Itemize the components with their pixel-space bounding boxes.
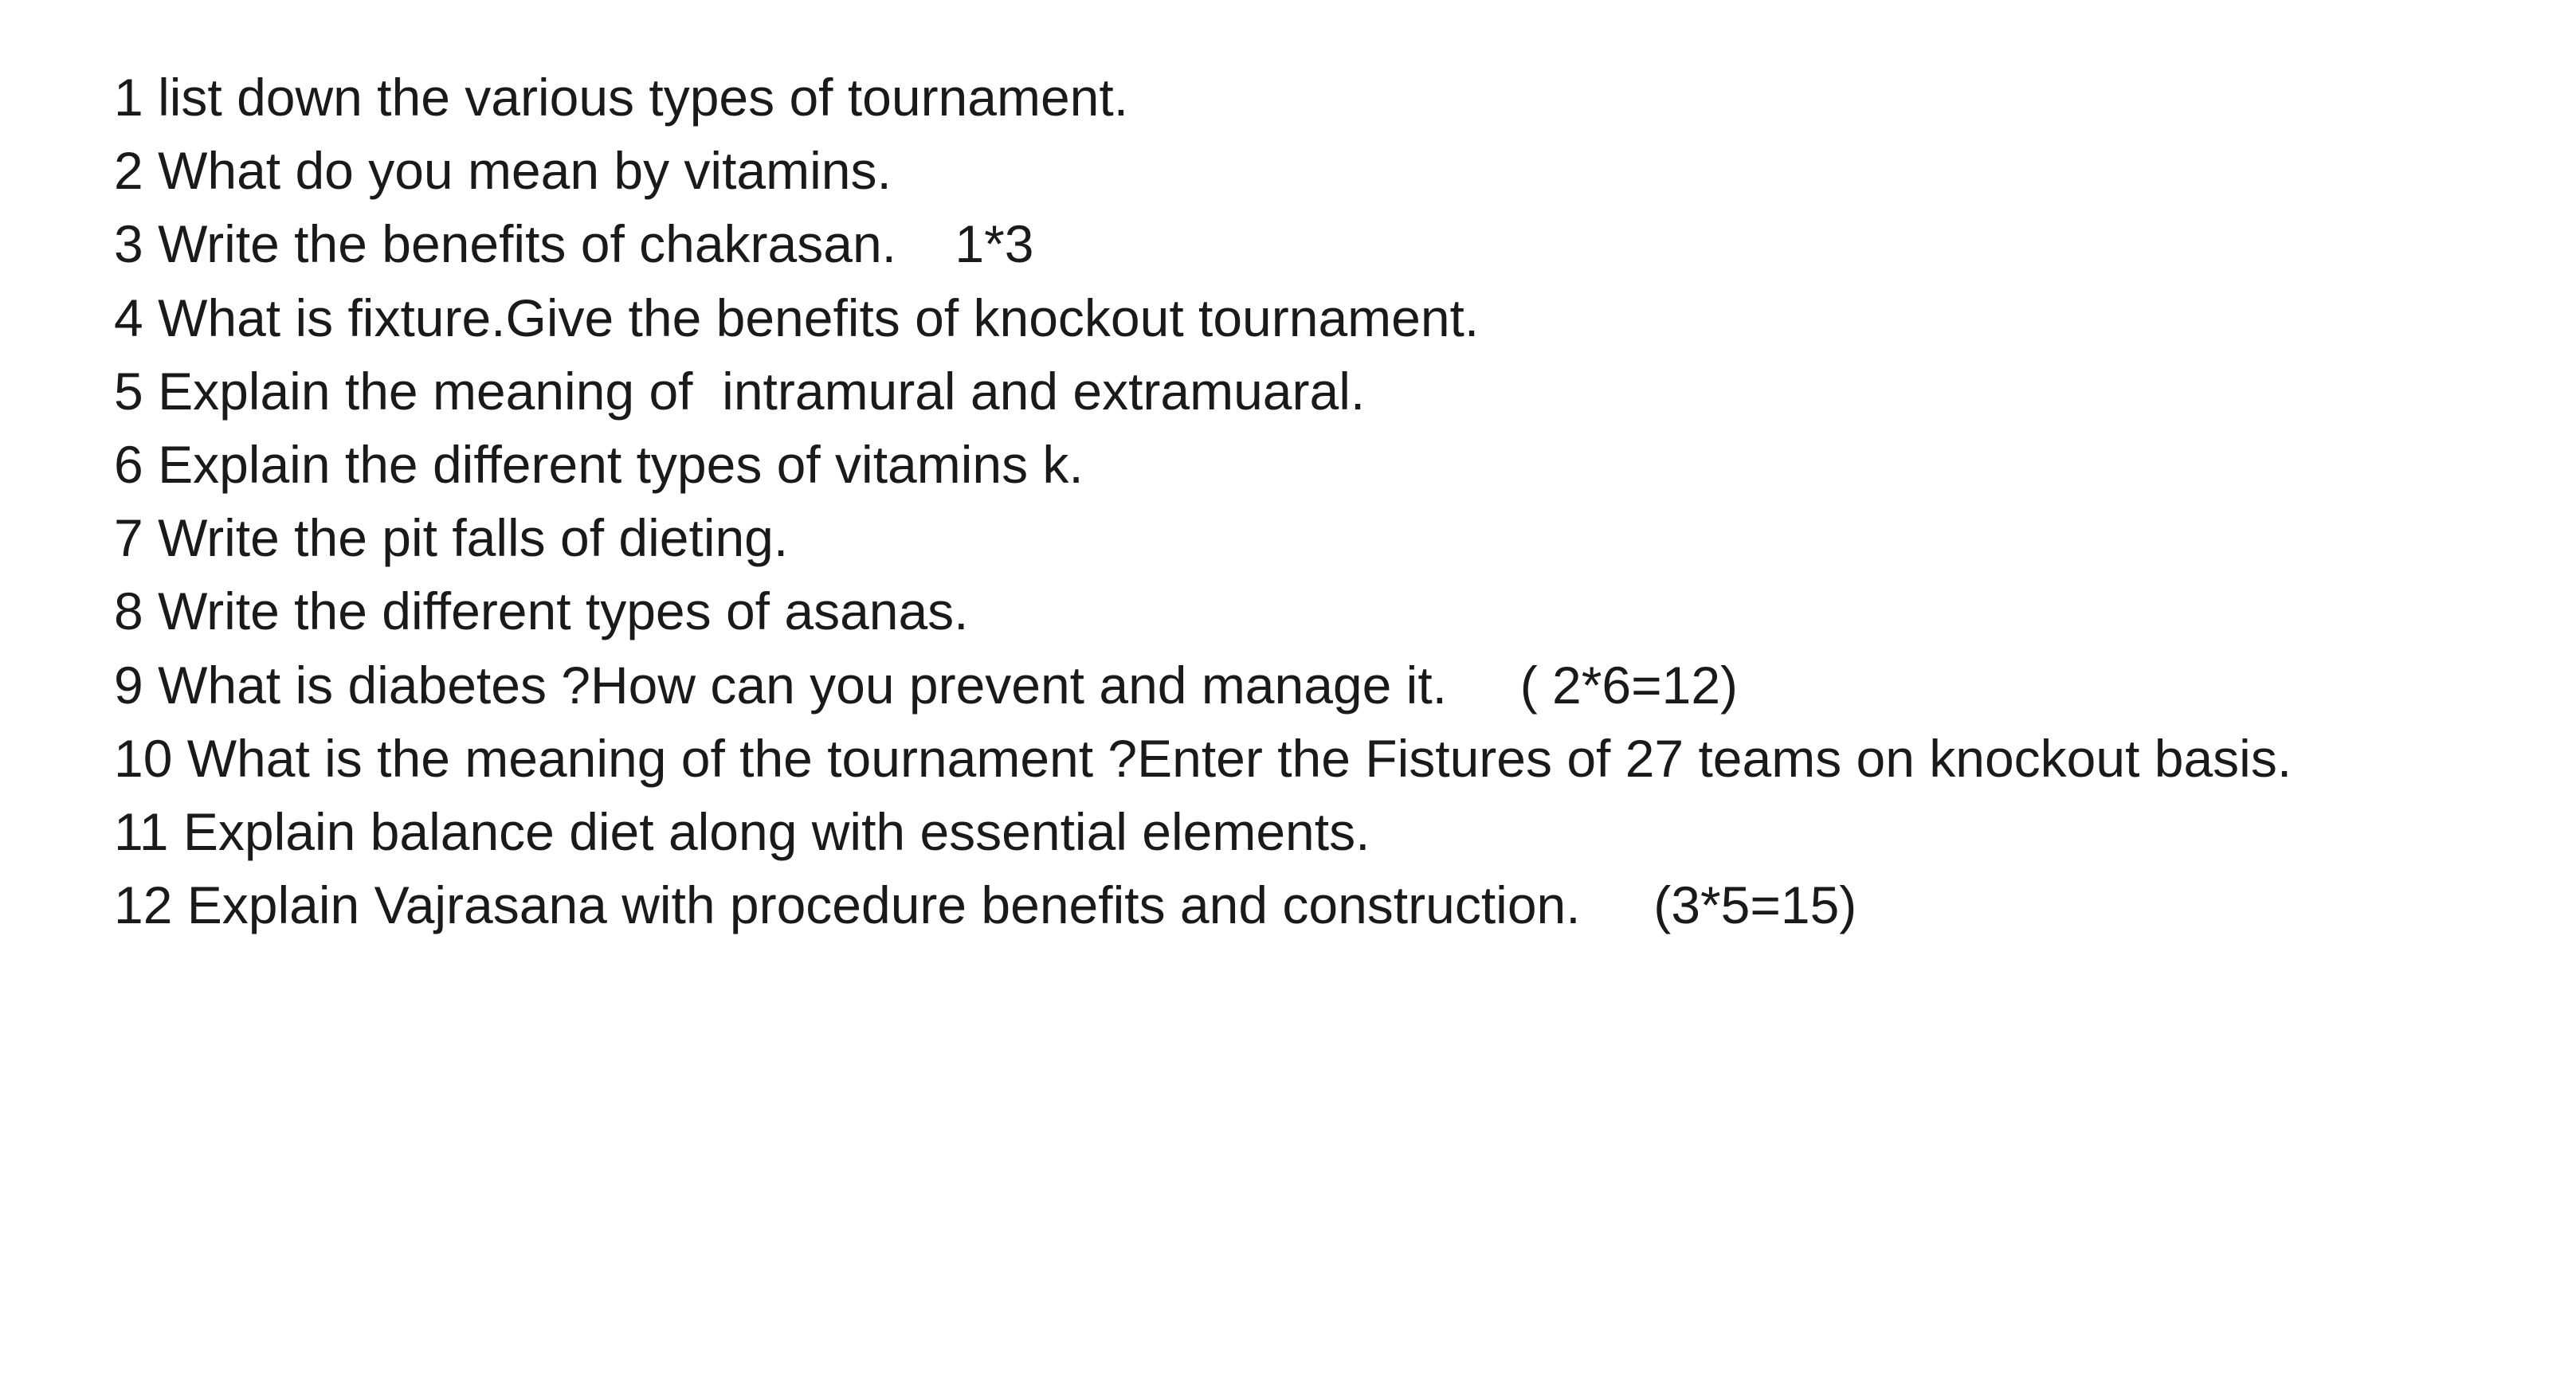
question-text: Explain the meaning of intramural and extramuaral. — [158, 361, 1366, 421]
question-text: What is the meaning of the tournament ?Enter the Fistures of 27 teams on knockout basis. — [186, 728, 2292, 788]
question-text: Explain Vajrasana with procedure benefits and construction. — [186, 875, 1581, 935]
question-number: 7 — [114, 508, 143, 568]
question-item — [114, 428, 2544, 501]
question-item — [114, 868, 2544, 942]
question-number: 3 — [114, 214, 143, 274]
question-number: 6 — [114, 434, 143, 494]
question-list — [114, 61, 2544, 942]
question-number: 5 — [114, 361, 143, 421]
question-text: What is fixture.Give the benefits of knockout tournament. — [158, 288, 1480, 347]
question-number: 10 — [114, 728, 173, 788]
question-item — [114, 134, 2544, 207]
question-text: What do you mean by vitamins. — [158, 141, 892, 201]
question-text: Write the different types of asanas. — [158, 582, 969, 641]
question-item — [114, 354, 2544, 428]
question-item — [114, 61, 2544, 134]
question-text: Explain balance diet along with essential elements. — [182, 801, 1370, 861]
question-item — [114, 574, 2544, 648]
question-item — [114, 648, 2544, 722]
question-text: Write the pit falls of dieting. — [158, 508, 789, 568]
marks-label: 1*3 — [955, 214, 1034, 274]
question-number: 12 — [114, 875, 173, 935]
marks-label: (3*5=15) — [1653, 875, 1857, 935]
question-number: 8 — [114, 582, 143, 641]
question-text: Explain the different types of vitamins k. — [158, 434, 1084, 494]
marks-label: ( 2*6=12) — [1519, 655, 1739, 715]
question-item — [114, 207, 2544, 280]
question-number: 4 — [114, 288, 143, 347]
question-item — [114, 722, 2544, 795]
question-text: What is diabetes ?How can you prevent and manage it. — [158, 655, 1447, 715]
question-number: 1 — [114, 68, 143, 127]
question-item — [114, 795, 2544, 868]
question-number: 9 — [114, 655, 143, 715]
question-number: 11 — [114, 801, 169, 861]
question-text: Write the benefits of chakrasan. — [158, 214, 896, 274]
question-item — [114, 281, 2544, 354]
question-item — [114, 501, 2544, 574]
question-text: list down the various types of tournament. — [158, 68, 1129, 127]
question-number: 2 — [114, 141, 143, 201]
